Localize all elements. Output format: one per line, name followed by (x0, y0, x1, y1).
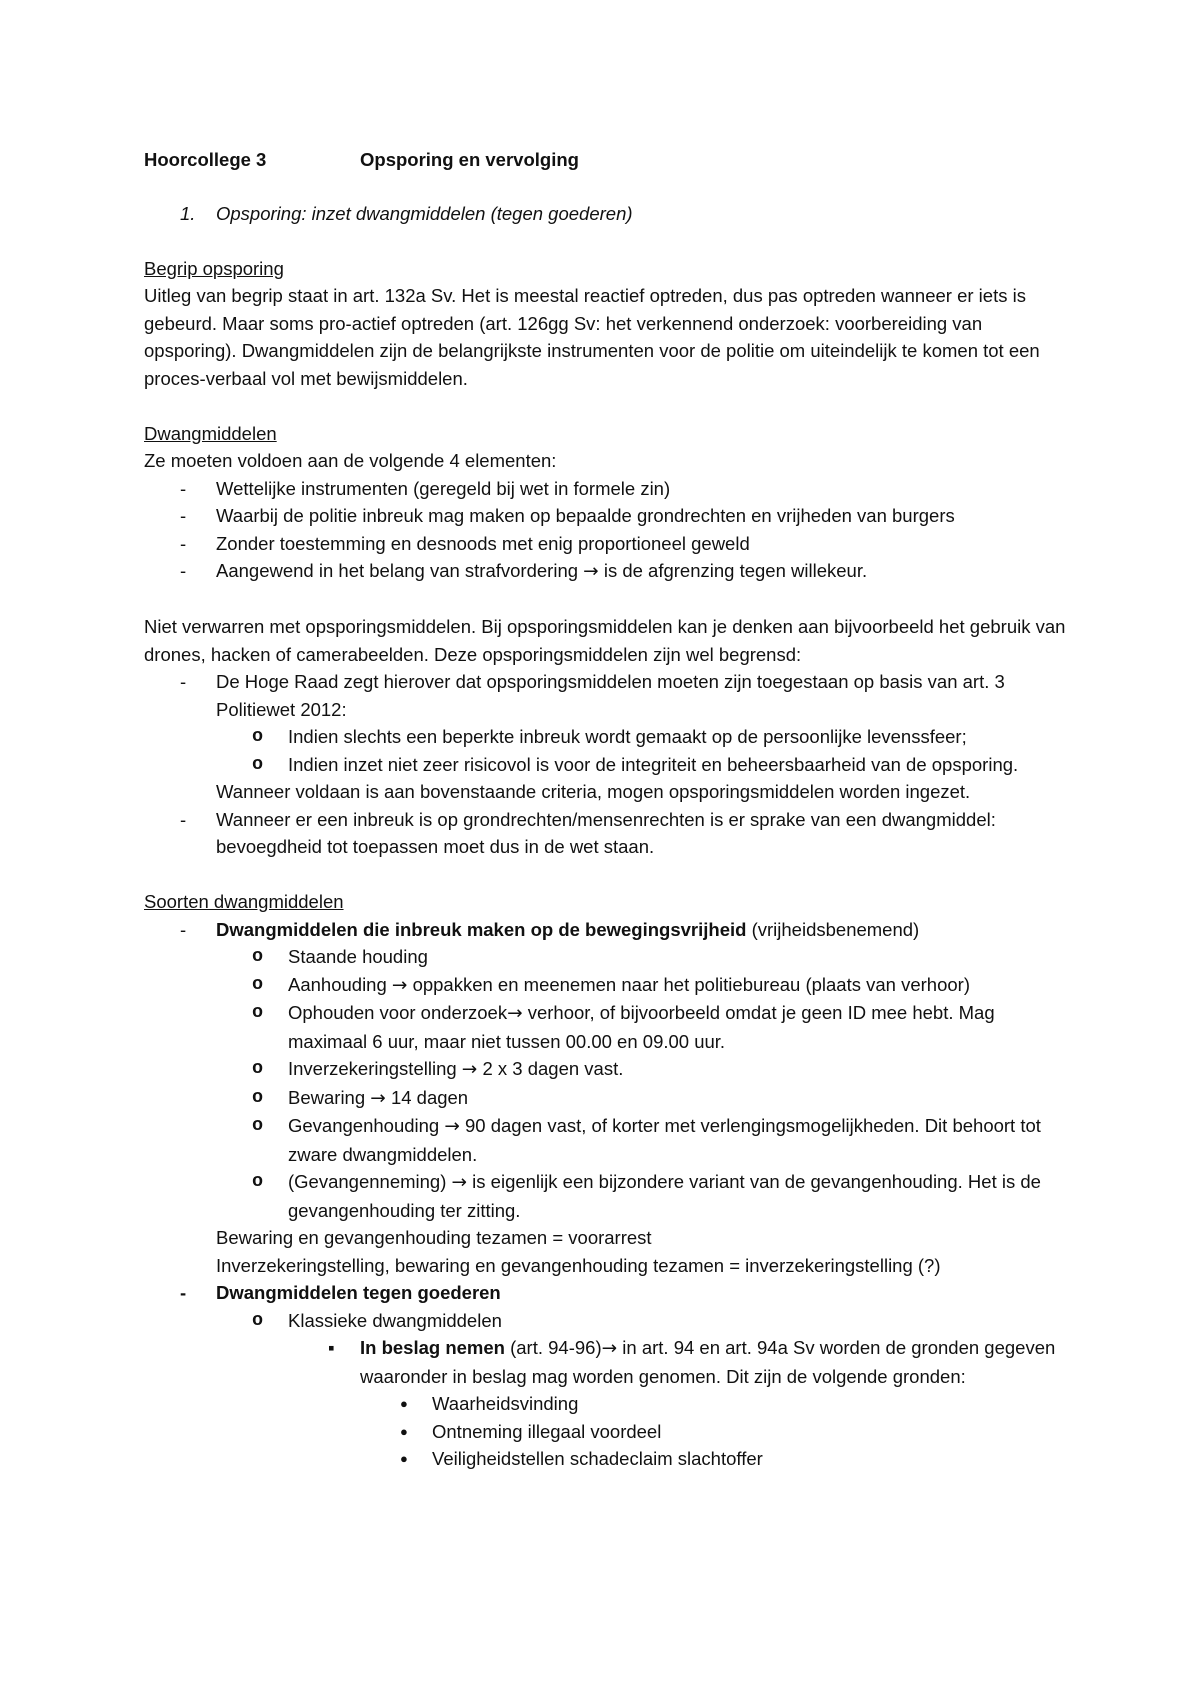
heading-soorten-dwangmiddelen: Soorten dwangmiddelen (144, 891, 344, 912)
paragraph-opsporingsmiddelen: Niet verwarren met opsporingsmiddelen. Bij opsporingsmiddelen kan je denken aan bijvoorbeeld het gebruik van drones, hacken of camerabeelden. Deze opsporingsmiddelen zijn wel begrensd: (144, 616, 1066, 665)
list-item: - Dwangmiddelen tegen goederen (144, 1279, 1074, 1307)
elements-list (144, 475, 1074, 586)
list-item: ● Waarheidsvinding (144, 1390, 1074, 1418)
section-number: 1. (180, 203, 196, 224)
title-lecture: Hoorcollege 3 (144, 149, 267, 170)
list-item: Inverzekeringstelling, bewaring en gevangenhouding tezamen = inverzekeringstelling (?) (216, 1254, 941, 1276)
title-subject: Opsporing en vervolging (360, 149, 579, 170)
document-title (144, 146, 1074, 173)
arrow-icon: → (451, 1172, 468, 1193)
list-item: o Indien slechts een beperkte inbreuk wordt gemaakt op de persoonlijke levenssfeer; (144, 723, 1074, 751)
list-item: Bewaring en gevangenhouding tezamen = voorarrest (216, 1227, 652, 1248)
list-item: o Bewaring → 14 dagen (144, 1084, 1074, 1113)
heading-begrip-opsporing: Begrip opsporing (144, 257, 284, 279)
list-item: o Klassieke dwangmiddelen (144, 1307, 1074, 1335)
arrow-icon: → (507, 1003, 523, 1024)
list-item: - Waarbij de politie inbreuk mag maken op bepaalde grondrechten en vrijheden van burgers (144, 502, 1074, 530)
dwangmiddelen-intro: Ze moeten voldoen aan de volgende 4 elementen: (144, 450, 557, 471)
list-item: o (Gevangenneming) → is eigenlijk een bijzondere variant van de gevangenhouding. Het is de gevangenhouding ter zitting. (144, 1168, 1074, 1224)
list-item: - De Hoge Raad zegt hierover dat opsporingsmiddelen moeten zijn toegestaan op basis van art. 3 Politiewet 2012: (144, 668, 1074, 723)
section-title: Opsporing: inzet dwangmiddelen (tegen goederen) (216, 203, 633, 224)
list-item: - Wettelijke instrumenten (geregeld bij wet in formele zin) (144, 475, 1074, 503)
list-item: o Staande houding (144, 943, 1074, 971)
list-item: o Gevangenhouding → 90 dagen vast, of korter met verlengingsmogelijkheden. Dit behoort tot zware dwangmiddelen. (144, 1112, 1074, 1168)
list-item: o Inverzekeringstelling → 2 x 3 dagen vast. (144, 1055, 1074, 1084)
arrow-icon: → (370, 1087, 386, 1109)
list-item: - Zonder toestemming en desnoods met enig proportioneel geweld (144, 530, 1074, 558)
list-item: o Aanhouding → oppakken en meenemen naar het politiebureau (plaats van verhoor) (144, 971, 1074, 1000)
document-body (144, 146, 1074, 1473)
list-item: Wanneer voldaan is aan bovenstaande criteria, mogen opsporingsmiddelen worden ingezet. (216, 781, 971, 802)
list-item: ▪ In beslag nemen (art. 94-96)→ in art. 94 en art. 94a Sv worden de gronden gegeven waaronder in beslag mag worden genomen. Dit zijn de volgende gronden: (144, 1334, 1074, 1390)
list-item: ● Ontneming illegaal voordeel (144, 1418, 1074, 1446)
soorten-list (144, 916, 1074, 1473)
arrow-icon: → (391, 974, 408, 996)
list-item: ● Veiligheidstellen schadeclaim slachtoffer (144, 1445, 1074, 1473)
list-item: o Ophouden voor onderzoek→ verhoor, of bijvoorbeeld omdat je geen ID mee hebt. Mag maximaal 6 uur, maar niet tussen 00.00 en 09.00 uur. (144, 999, 1074, 1055)
list-item: o Indien inzet niet zeer risicovol is voor de integriteit en beheersbaarheid van de opsporing. (144, 751, 1074, 779)
list-item: - Dwangmiddelen die inbreuk maken op de bewegingsvrijheid (vrijheidsbenemend) (144, 916, 1074, 944)
list-item: - Wanneer er een inbreuk is op grondrechten/mensenrechten is er sprake van een dwangmiddel: bevoegdheid tot toepassen moet dus in de wet staan. (144, 806, 1074, 861)
list-item: - Aangewend in het belang van strafvordering → is de afgrenzing tegen willekeur. (144, 557, 1074, 586)
paragraph-begrip: Uitleg van begrip staat in art. 132a Sv. Het is meestal reactief optreden, dus pas optreden wanneer er iets is gebeurd. Maar soms pro-actief optreden (art. 126gg Sv: het verkennend onderzoek: voorbereiding van opsporing). Dwangmiddelen zijn de belangrijkste instrumenten voor de politie om uiteindelijk te komen tot een proces-verbaal vol met bewijsmiddelen. (144, 285, 1040, 389)
arrow-icon: → (461, 1059, 478, 1080)
opsporingsmiddelen-list (144, 668, 1074, 861)
section-1-heading (144, 200, 1074, 228)
heading-dwangmiddelen: Dwangmiddelen (144, 422, 277, 444)
arrow-icon: → (601, 1338, 618, 1359)
arrow-icon: → (583, 561, 599, 582)
arrow-icon: → (444, 1116, 460, 1137)
